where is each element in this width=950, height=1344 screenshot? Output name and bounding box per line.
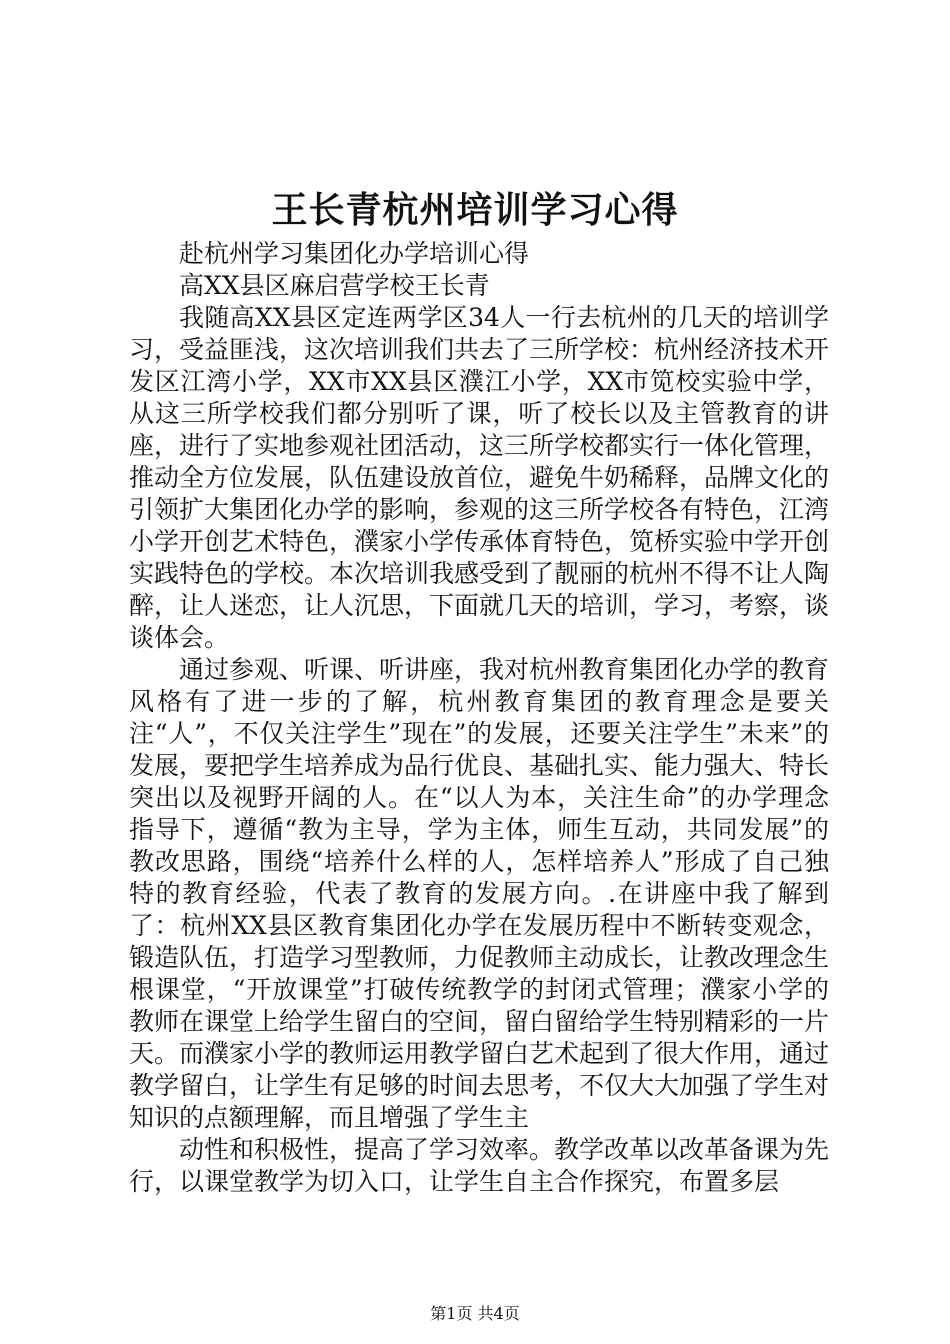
paragraph-1: 我随高XX县区定连两学区34人一行去杭州的几天的培训学习，受益匪浅，这次培训我们共去了三所学校：杭州经济技术开发区江湾小学，XX市XX县区濮江小学，XX市笕校实验中学，从这三所学校我们都分别听了课，听了校长以及主管教育的讲座，进行了实地参观社团活动，这三所学校都实行一体化管理，推动全方位发展，队伍建设放首位，避免牛奶稀释，品牌文化的引领扩大集团化办学的影响，参观的这三所学校各有特色，江湾小学开创艺术特色，濮家小学传承体育特色，笕桥实验中学开创实践特色的学校。本次培训我感受到了靓丽的杭州不得不让人陶醉，让人迷恋，让人沉思，下面就几天的培训，学习，考察，谈谈体会。	[129, 303, 830, 652]
subtitle-line: 赴杭州学习集团化办学培训心得	[179, 239, 530, 268]
author-line: 高XX县区麻启营学校王长青	[179, 271, 490, 300]
page-number-footer: 第1页 共4页	[430, 1304, 520, 1323]
document-body	[129, 238, 829, 1198]
paragraph-2: 通过参观、听课、听讲座，我对杭州教育集团化办学的教育风格有了进一步的了解，杭州教育集团的教育理念是要关注“人”，不仅关注学生”现在”的发展，还要关注学生”未来”的发展，要把学生培养成为品行优良、基础扎实、能力强大、特长突出以及视野开阔的人。在“以人为本，关注生命”的办学理念指导下，遵循“教为主导，学为主体，师生互动，共同发展”的教改思路，围绕“培养什么样的人，怎样培养人”形成了自己独特的教育经验，代表了教育的发展方向。.在讲座中我了解到了：杭州XX县区教育集团化办学在发展历程中不断转变观念，锻造队伍，打造学习型教师，力促教师主动成长，让教改理念生根课堂，“开放课堂”打破传统教学的封闭式管理；濮家小学的教师在课堂上给学生留白的空间，留白留给学生特别精彩的一片天。而濮家小学的教师运用教学留白艺术起到了很大作用，通过教学留白，让学生有足够的时间去思考，不仅大大加强了学生对知识的点额理解，而且增强了学生主	[129, 655, 830, 1132]
paragraph-3: 动性和积极性，提高了学习效率。教学改革以改革备课为先行，以课堂教学为切入口，让学生自主合作探究，布置多层	[129, 1135, 830, 1196]
document-title: 王长青杭州培训学习心得	[271, 189, 679, 231]
